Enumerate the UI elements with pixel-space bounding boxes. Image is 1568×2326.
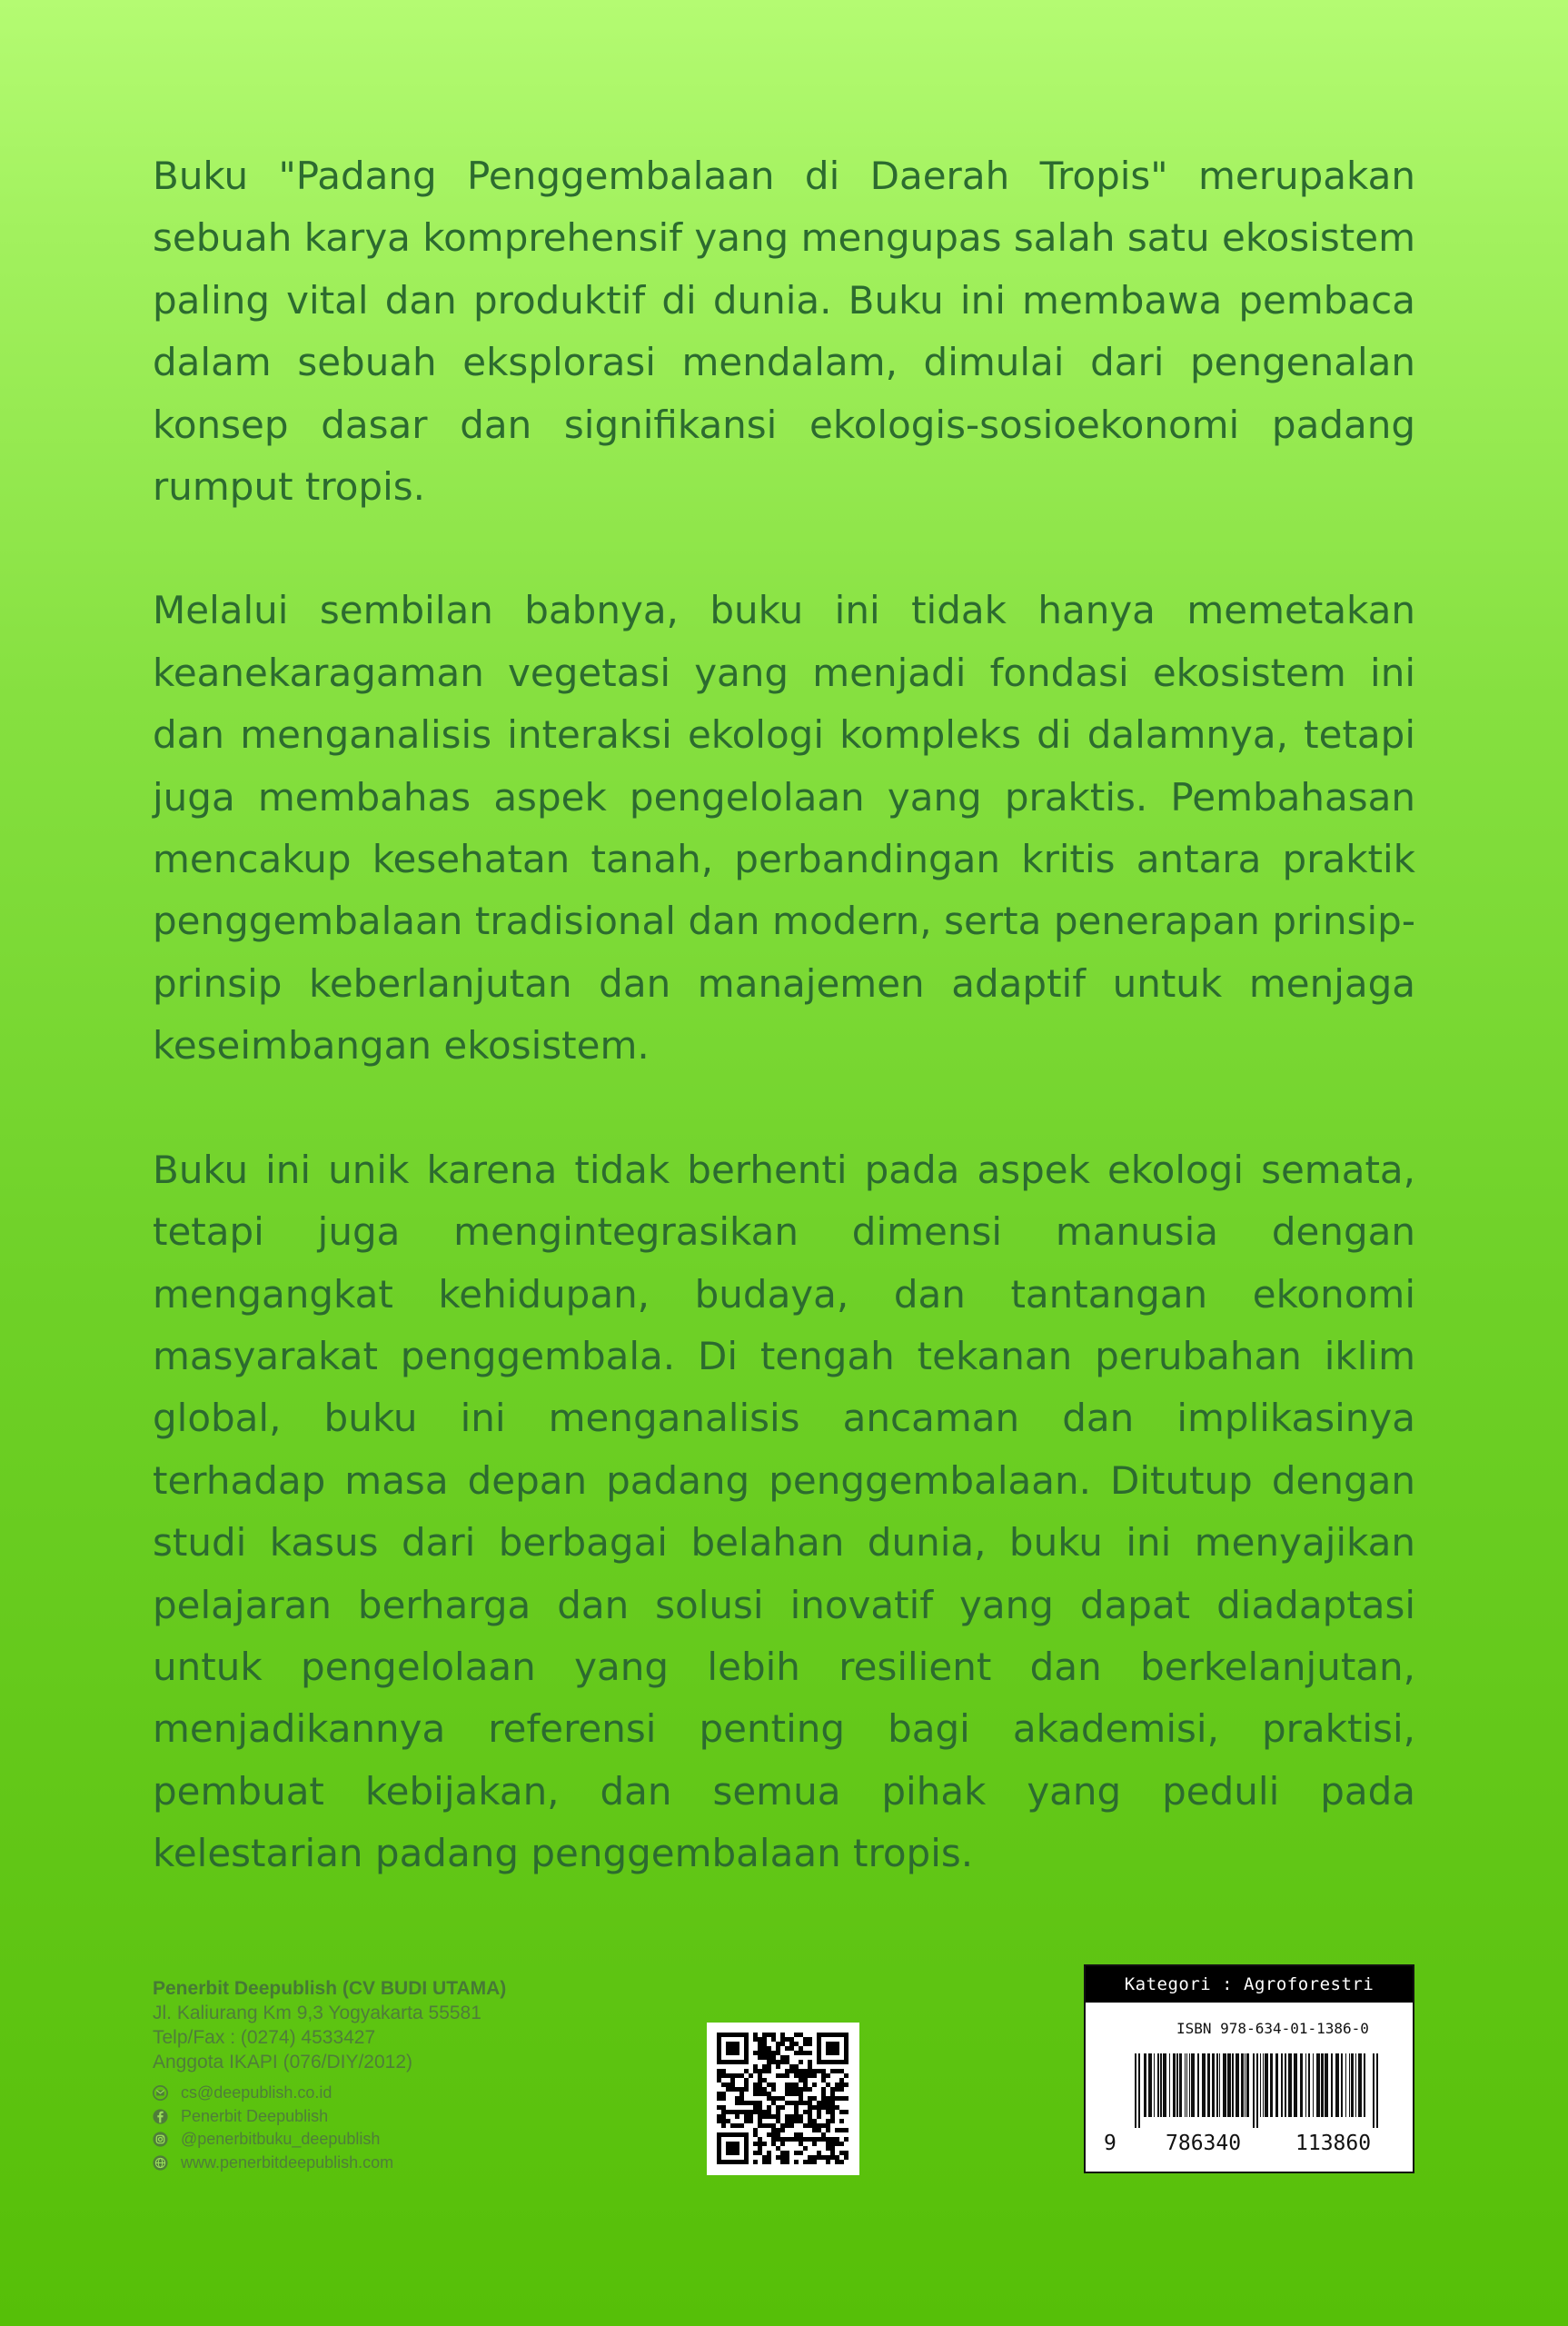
barcode-digit-first: 9 [1104, 2132, 1116, 2155]
publisher-address: Jl. Kaliurang Km 9,3 Yogyakarta 55581 [153, 2003, 481, 2023]
email-icon [153, 2085, 168, 2101]
qr-code [707, 2023, 859, 2175]
back-cover-blurb [153, 145, 1415, 1947]
blurb-paragraph-2: Melalui sembilan babnya, buku ini tidak hanya memetakan keanekaragaman vegetasi yang menjadi fondasi ekosistem ini dan menganalisis interaksi ekologi kompleks di dalamnya, tetapi juga membahas aspek pengelolaan yang praktis. Pembahasan mencakup kesehatan tanah, perbandingan kritis antara praktik penggembalaan tradisional dan modern, serta penerapan prinsip-prinsip keberlanjutan dan manajemen adaptif untuk menjaga keseimbangan ekosistem. [153, 588, 1415, 1069]
contact-email-text: cs@deepublish.co.id [181, 2083, 332, 2102]
contact-instagram [153, 2128, 661, 2152]
contact-facebook [153, 2105, 661, 2129]
contact-website-text: www.penerbitdeepublish.com [181, 2152, 394, 2172]
barcode-digits-left: 786340 [1166, 2132, 1242, 2155]
blurb-paragraph-3: Buku ini unik karena tidak berhenti pada aspek ekologi semata, tetapi juga mengintegrasikan dimensi manusia dengan mengangkat kehidupan, budaya, dan tantangan ekonomi masyarakat penggembala. Di tengah tekanan perubahan iklim global, buku ini menganalisis ancaman dan implikasinya terhadap masa depan padang penggembalaan. Ditutup dengan studi kasus dari berbagai belahan dunia, buku ini menyajikan pelajaran berharga dan solusi inovatif yang dapat diadaptasi untuk pengelolaan yang lebih resilient dan berkelanjutan, menjadikannya referensi penting bagi akademisi, praktisi, pembuat kebijakan, dan semua pihak yang peduli pada kelestarian padang penggembalaan tropis. [153, 1147, 1415, 1876]
category-label: Kategori : Agroforestri [1086, 1966, 1413, 2003]
contact-website [153, 2152, 661, 2175]
isbn-number: ISBN 978-634-01-1386-0 [1176, 2020, 1369, 2037]
facebook-icon [153, 2109, 168, 2124]
publisher-contacts [153, 2082, 661, 2174]
isbn-barcode-label [1084, 1964, 1414, 2173]
blurb-paragraph-1: Buku "Padang Penggembalaan di Daerah Tropis" merupakan sebuah karya komprehensif yang mengupas salah satu ekosistem paling vital dan produktif di dunia. Buku ini membawa pembaca dalam sebuah eksplorasi mendalam, dimulai dari pengenalan konsep dasar dan signifikansi ekologis-sosioekonomi padang rumput tropis. [153, 154, 1415, 510]
publisher-name: Penerbit Deepublish (CV BUDI UTAMA) [153, 1978, 507, 1999]
qr-code-graphic [707, 2023, 859, 2175]
contact-instagram-text: @penerbitbuku_deepublish [181, 2130, 381, 2148]
globe-icon [153, 2155, 168, 2171]
barcode-bars [1133, 2053, 1378, 2128]
publisher-phone: Telp/Fax : (0274) 4533427 [153, 2027, 376, 2048]
instagram-icon [153, 2132, 168, 2147]
publisher-info [153, 1976, 661, 2174]
publisher-membership: Anggota IKAPI (076/DIY/2012) [153, 2052, 413, 2073]
contact-email [153, 2082, 661, 2105]
barcode-digits-right: 113860 [1295, 2132, 1372, 2155]
contact-facebook-text: Penerbit Deepublish [181, 2106, 329, 2125]
